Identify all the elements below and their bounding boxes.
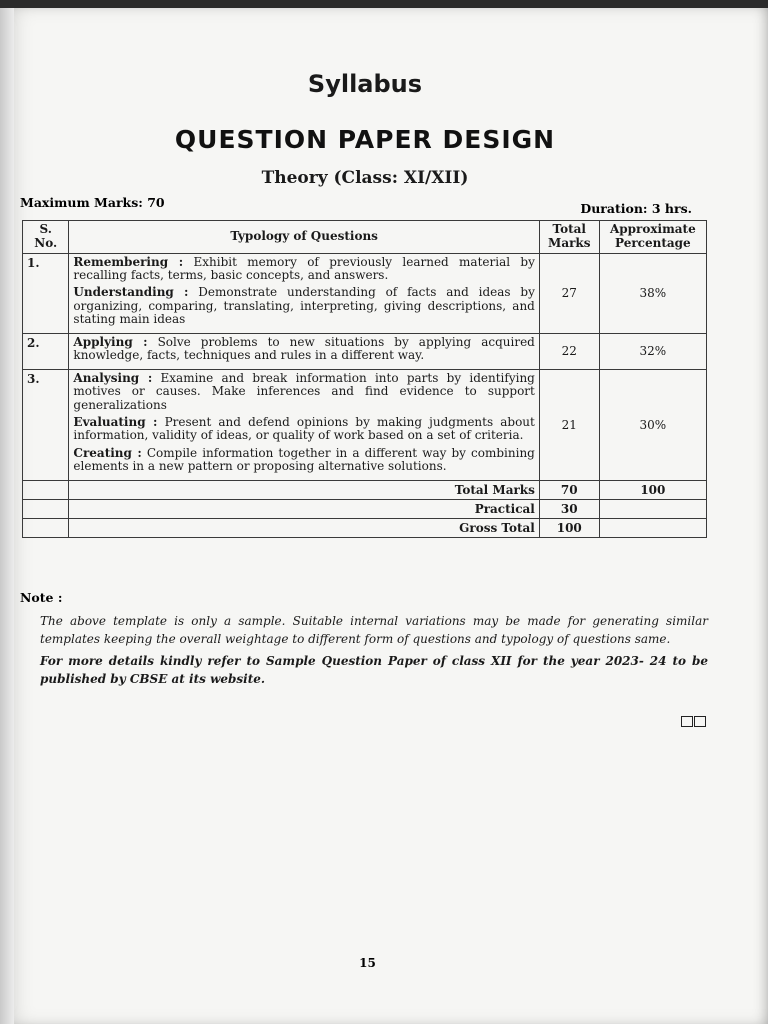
page-binding-shadow (0, 8, 14, 1024)
summary-total: 30 (539, 499, 599, 518)
maximum-marks: Maximum Marks: 70 (20, 195, 165, 210)
table-row (23, 369, 707, 480)
typology-text: Present and defend opinions by making judgments about information, validity of ideas, or quality of work based on a set of criteria. (73, 414, 535, 443)
row-total-marks: 27 (539, 253, 599, 333)
summary-empty-cell (23, 480, 69, 499)
note-text: The above template is only a sample. Suitable internal variations may be made for generating similar templates keeping the overall weightage to different form of questions and typology of questions same. (40, 614, 708, 646)
summary-percent (599, 499, 706, 518)
typology-item (73, 372, 534, 412)
question-paper-design-table (22, 220, 707, 538)
duration: Duration: 3 hrs. (580, 201, 692, 216)
table-row (23, 253, 707, 333)
summary-row (23, 499, 707, 518)
note-label: Note : (20, 590, 63, 605)
table-row (23, 333, 707, 369)
row-typology (69, 253, 539, 333)
typology-term: Creating : (73, 445, 142, 460)
row-sno: 2. (23, 333, 69, 369)
end-marker-icon (681, 716, 706, 727)
summary-row (23, 518, 707, 537)
summary-empty-cell (23, 518, 69, 537)
table-header-row (23, 221, 707, 254)
summary-label: Practical (69, 499, 539, 518)
summary-empty-cell (23, 499, 69, 518)
typology-item (73, 416, 534, 443)
syllabus-heading: Syllabus (307, 70, 423, 98)
row-typology (69, 369, 539, 480)
summary-label: Total Marks (69, 480, 539, 499)
row-total-marks: 21 (539, 369, 599, 480)
typology-item (73, 447, 534, 474)
row-sno: 3. (23, 369, 69, 480)
summary-percent (599, 518, 706, 537)
typology-term: Applying : (73, 334, 148, 349)
summary-percent: 100 (599, 480, 706, 499)
header-total-marks: Total Marks (539, 221, 599, 254)
page-subtitle: Theory (Class: XI/XII) (261, 168, 469, 188)
row-total-marks: 22 (539, 333, 599, 369)
row-percentage: 38% (599, 253, 706, 333)
note-text-bold: For more details kindly refer to Sample Question Paper of class XII for the year 2023- 24 to be published by CBSE at its website. (40, 654, 708, 686)
row-sno: 1. (23, 253, 69, 333)
typology-text: Examine and break information into parts by identifying motives or causes. Make inferences and find evidence to support generalizations (73, 370, 535, 412)
header-percentage: Approximate Percentage (599, 221, 706, 254)
typology-text: Compile information together in a different way by combining elements in a new pattern or proposing alternative solutions. (73, 445, 535, 474)
page-title: QUESTION PAPER DESIGN (174, 125, 556, 154)
summary-total: 70 (539, 480, 599, 499)
summary-label: Gross Total (69, 518, 539, 537)
typology-term: Remembering : (73, 254, 184, 269)
square-icon (694, 716, 706, 727)
row-typology (69, 333, 539, 369)
typology-item (73, 286, 534, 326)
square-icon (681, 716, 693, 727)
summary-total: 100 (539, 518, 599, 537)
typology-term: Evaluating : (73, 414, 158, 429)
row-percentage: 30% (599, 369, 706, 480)
summary-row (23, 480, 707, 499)
typology-item (73, 256, 534, 283)
row-percentage: 32% (599, 333, 706, 369)
page-number: 15 (359, 956, 376, 970)
typology-text: Solve problems to new situations by applying acquired knowledge, facts, techniques and rules in a different way. (73, 334, 535, 363)
typology-text: Demonstrate understanding of facts and ideas by organizing, comparing, translating, interpreting, giving descriptions, and stating main ideas (73, 285, 535, 327)
typology-term: Understanding : (73, 285, 189, 300)
typology-item (73, 336, 534, 363)
typology-text: Exhibit memory of previously learned material by recalling facts, terms, basic concepts, and answers. (73, 254, 535, 283)
header-typology: Typology of Questions (69, 221, 539, 254)
document-page (0, 8, 768, 1024)
typology-term: Analysing : (73, 370, 153, 385)
header-sno: S. No. (23, 221, 69, 254)
